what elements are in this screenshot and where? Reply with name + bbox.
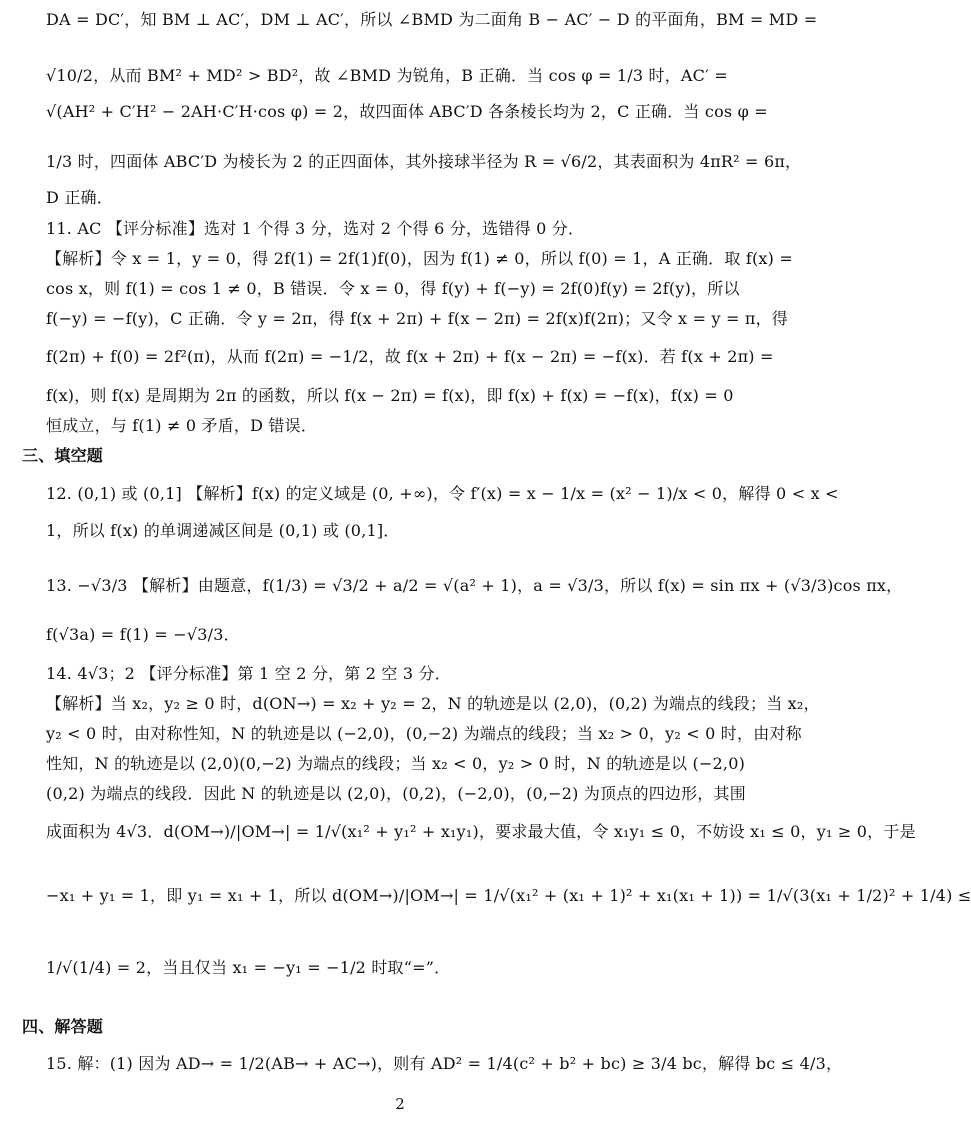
text-line: (0,2) 为端点的线段．因此 N 的轨迹是以 (2,0)，(0,2)，(−2,0)，(0,−2) 为顶点的四边形，其围 bbox=[46, 784, 746, 803]
text-line: 恒成立，与 f(1) ≠ 0 矛盾，D 错误． bbox=[46, 416, 318, 435]
text-line: y₂ < 0 时，由对称性知，N 的轨迹是以 (−2,0)，(0,−2) 为端点的线段；当 x₂ > 0，y₂ < 0 时，由对称 bbox=[46, 724, 802, 743]
text-line: cos x，则 f(1) = cos 1 ≠ 0，B 错误．令 x = 0，得 f(y) + f(−y) = 2f(0)f(y) = 2f(y)，所以 bbox=[46, 279, 740, 298]
text-line: √(AH² + C′H² − 2AH·C′H·cos φ) = 2，故四面体 ABC′D 各条棱长均为 2，C 正确．当 cos φ = bbox=[46, 102, 768, 121]
text-line: f(√3a) = f(1) = −√3/3． bbox=[46, 625, 240, 644]
text-line: f(−y) = −f(y)，C 正确．令 y = 2π，得 f(x + 2π) + f(x − 2π) = 2f(x)f(2π)；又令 x = y = π，得 bbox=[46, 309, 788, 328]
text-line: −x₁ + y₁ = 1，即 y₁ = x₁ + 1，所以 d(OM→)/|OM→| = 1/√(x₁² + (x₁ + 1)² + x₁(x₁ + 1)) = 1/√(3(x₁ + 1/2)² + 1/4) ≤ bbox=[46, 886, 971, 905]
text-line: 1/3 时，四面体 ABC′D 为棱长为 2 的正四面体，其外接球半径为 R = √6/2，其表面积为 4πR² = 6π， bbox=[46, 152, 802, 171]
text-line: D 正确． bbox=[46, 188, 113, 207]
page-number: 2 bbox=[395, 1095, 405, 1113]
text-line: f(x)，则 f(x) 是周期为 2π 的函数，所以 f(x − 2π) = f(x)，即 f(x) + f(x) = −f(x)，f(x) = 0 bbox=[46, 386, 734, 405]
answer-15: 15. 解：(1) 因为 AD→ = 1/2(AB→ + AC→)，则有 AD² = 1/4(c² + b² + bc) ≥ 3/4 bc，解得 bc ≤ 4/3， bbox=[46, 1054, 843, 1073]
text-line: √10/2，从而 BM² + MD² > BD²，故 ∠BMD 为锐角，B 正确．当 cos φ = 1/3 时，AC′ = bbox=[46, 66, 728, 85]
section-heading-answers: 四、解答题 bbox=[22, 1017, 104, 1036]
text-line: f(2π) + f(0) = 2f²(π)，从而 f(2π) = −1/2，故 f(x + 2π) + f(x − 2π) = −f(x)．若 f(x + 2π) = bbox=[46, 347, 774, 366]
text-line: 成面积为 4√3．d(OM→)/|OM→| = 1/√(x₁² + y₁² + x₁y₁)，要求最大值，令 x₁y₁ ≤ 0，不妨设 x₁ ≤ 0，y₁ ≥ 0，于是 bbox=[46, 822, 916, 841]
text-line: 性知，N 的轨迹是以 (2,0)(0,−2) 为端点的线段；当 x₂ < 0，y₂ > 0 时，N 的轨迹是以 (−2,0) bbox=[46, 754, 746, 773]
answer-12: 12. (0,1) 或 (0,1] 【解析】f(x) 的定义域是 (0, +∞)，令 f′(x) = x − 1/x = (x² − 1)/x < 0，解得 0 < x < bbox=[46, 484, 839, 503]
text-line: DA = DC′，知 BM ⊥ AC′，DM ⊥ AC′，所以 ∠BMD 为二面角 B − AC′ − D 的平面角，BM = MD = bbox=[46, 10, 818, 29]
text-line: 【解析】当 x₂，y₂ ≥ 0 时，d(ON→) = x₂ + y₂ = 2，N 的轨迹是以 (2,0)，(0,2) 为端点的线段；当 x₂， bbox=[46, 694, 820, 713]
text-line: 1/√(1/4) = 2，当且仅当 x₁ = −y₁ = −1/2 时取“=”． bbox=[46, 958, 451, 977]
answer-11: 11. AC 【评分标准】选对 1 个得 3 分，选对 2 个得 6 分，选错得 0 分． bbox=[46, 219, 585, 238]
answer-13: 13. −√3/3 【解析】由题意，f(1/3) = √3/2 + a/2 = √(a² + 1)，a = √3/3，所以 f(x) = sin πx + (√3/3)cos πx， bbox=[46, 576, 903, 595]
text-line: 【解析】令 x = 1，y = 0，得 2f(1) = 2f(1)f(0)，因为 f(1) ≠ 0，所以 f(0) = 1，A 正确．取 f(x) = bbox=[46, 249, 793, 268]
section-heading-fill-blank: 三、填空题 bbox=[22, 446, 104, 465]
text-line: 1，所以 f(x) 的单调递减区间是 (0,1) 或 (0,1]． bbox=[46, 521, 400, 540]
answer-14: 14. 4√3；2 【评分标准】第 1 空 2 分，第 2 空 3 分． bbox=[46, 664, 451, 683]
